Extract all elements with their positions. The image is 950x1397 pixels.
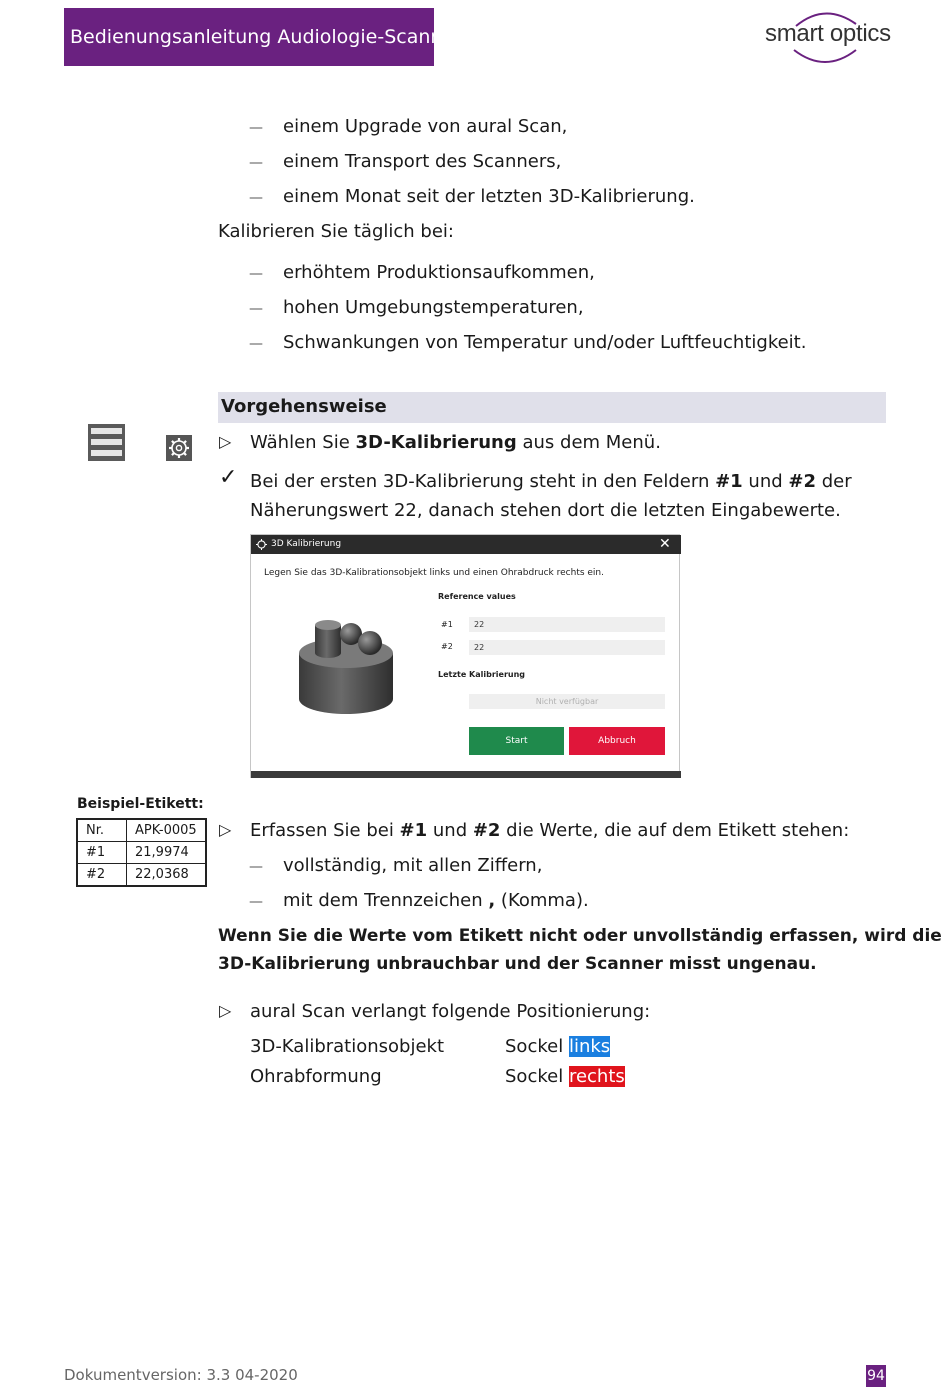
checkmark-icon: ✓ <box>219 465 238 490</box>
table-cell: Nr. <box>77 819 127 842</box>
step2-item: vollständig, mit allen Ziffern, <box>283 855 543 876</box>
gear-icon <box>166 435 192 461</box>
last-calibration-field: Nicht verfügbar <box>469 694 665 709</box>
calibration-object-image <box>295 607 399 719</box>
dialog-title: 3D Kalibrierung <box>271 539 342 549</box>
daily-heading: Kalibrieren Sie täglich bei: <box>218 221 454 242</box>
daily-item: erhöhtem Produktionsaufkommen, <box>283 262 595 283</box>
step3-text: aural Scan verlangt folgende Positionierung: <box>250 1001 651 1022</box>
dash-bullet: — <box>249 266 263 282</box>
dialog-bottom-bar <box>251 771 681 778</box>
table-cell: APK-0005 <box>127 819 207 842</box>
intro-item: einem Monat seit der letzten 3D-Kalibrierung. <box>283 186 695 207</box>
dash-bullet: — <box>249 190 263 206</box>
brand-logo: smart optics <box>765 20 891 47</box>
logo-swoosh-icon <box>788 8 862 66</box>
table-row <box>77 864 206 887</box>
dialog-titlebar <box>251 535 681 554</box>
dash-bullet: — <box>249 894 263 910</box>
step1-text: Wählen Sie 3D-Kalibrierung aus dem Menü. <box>250 432 661 453</box>
calibration-icon <box>256 539 267 550</box>
intro-item: einem Transport des Scanners, <box>283 151 562 172</box>
dialog-instruction: Legen Sie das 3D-Kalibrationsobjekt links und einen Ohrabdruck rechts ein. <box>264 568 604 578</box>
result-line2: Näherungswert 22, danach stehen dort die letzten Eingabewerte. <box>250 500 841 521</box>
footer-version: Dokumentversion: 3.3 04-2020 <box>64 1366 298 1384</box>
step2-text: Erfassen Sie bei #1 und #2 die Werte, die auf dem Etikett stehen: <box>250 820 850 841</box>
position-base: Sockel rechts <box>505 1066 625 1087</box>
warning-line2: 3D-Kalibrierung unbrauchbar und der Scanner misst ungenau. <box>218 954 817 974</box>
dash-bullet: — <box>249 859 263 875</box>
calibration-dialog <box>250 534 680 778</box>
position-object: Ohrabformung <box>250 1066 382 1087</box>
table-row <box>77 819 206 842</box>
table-cell: #2 <box>77 864 127 887</box>
step-triangle-icon: ▷ <box>219 432 232 451</box>
table-cell: 22,0368 <box>127 864 207 887</box>
field2-label: #2 <box>441 642 453 651</box>
field1-label: #1 <box>441 620 453 629</box>
label-table <box>76 818 207 887</box>
intro-item: einem Upgrade von aural Scan, <box>283 116 568 137</box>
position-side-right: rechts <box>568 1066 625 1087</box>
section-title: Vorgehensweise <box>221 396 387 417</box>
field2-input[interactable]: 22 <box>469 640 665 655</box>
start-button[interactable]: Start <box>469 727 564 755</box>
step-triangle-icon: ▷ <box>219 1001 232 1020</box>
menu-icon <box>88 424 126 462</box>
result-line1: Bei der ersten 3D-Kalibrierung steht in den Feldern #1 und #2 der <box>250 471 852 492</box>
last-calibration-heading: Letzte Kalibrierung <box>438 670 526 679</box>
table-cell: #1 <box>77 842 127 864</box>
label-caption: Beispiel-Etikett: <box>77 796 204 812</box>
dash-bullet: — <box>249 301 263 317</box>
field1-input[interactable]: 22 <box>469 617 665 632</box>
position-object: 3D-Kalibrationsobjekt <box>250 1036 445 1057</box>
daily-item: Schwankungen von Temperatur und/oder Luftfeuchtigkeit. <box>283 332 807 353</box>
daily-item: hohen Umgebungstemperaturen, <box>283 297 584 318</box>
dash-bullet: — <box>249 336 263 352</box>
page-number: 94 <box>866 1365 886 1387</box>
table-row <box>77 842 206 864</box>
close-icon[interactable]: ✕ <box>659 536 671 552</box>
position-side-left: links <box>568 1036 611 1057</box>
cancel-button[interactable]: Abbruch <box>569 727 665 755</box>
dash-bullet: — <box>249 120 263 136</box>
position-base: Sockel links <box>505 1036 611 1057</box>
dash-bullet: — <box>249 155 263 171</box>
header-title-box <box>64 8 462 66</box>
header-title: Bedienungsanleitung Audiologie-Scanner <box>70 26 462 48</box>
step2-item: mit dem Trennzeichen , (Komma). <box>283 890 589 911</box>
reference-heading: Reference values <box>438 592 516 601</box>
warning-line1: Wenn Sie die Werte vom Etikett nicht oder unvollständig erfassen, wird die <box>218 926 942 946</box>
table-cell: 21,9974 <box>127 842 207 864</box>
step-triangle-icon: ▷ <box>219 820 232 839</box>
